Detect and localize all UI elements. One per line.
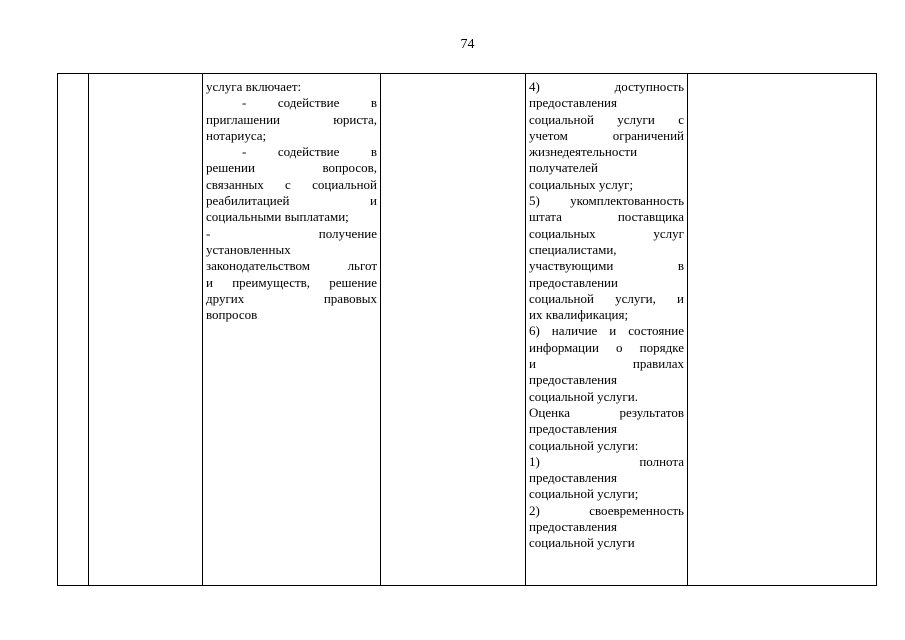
text-word: предоставлении	[529, 274, 618, 290]
text-line	[529, 112, 684, 128]
text-line	[206, 275, 377, 291]
text-line	[529, 519, 684, 535]
text-word: социальной услуги:	[529, 437, 639, 453]
text-line	[529, 535, 684, 551]
text-word: их квалификация;	[529, 307, 629, 323]
text-word: с	[285, 176, 291, 192]
text-word: услуги,	[615, 290, 656, 306]
text-word: информации	[529, 339, 599, 355]
text-line	[529, 275, 684, 291]
text-word: предоставления	[529, 421, 617, 437]
service-description-text	[206, 79, 377, 323]
text-line	[529, 454, 684, 470]
text-line	[529, 193, 684, 209]
cell-number	[58, 74, 89, 586]
text-line	[206, 160, 377, 176]
text-word: укомплектованность	[570, 193, 684, 209]
text-word: Оценка	[529, 404, 570, 420]
text-line	[529, 503, 684, 519]
text-word: содействие	[277, 95, 340, 111]
text-word: социальных услуг;	[529, 176, 634, 192]
text-word: предоставления	[529, 95, 617, 111]
text-word: -	[206, 225, 211, 241]
text-line	[529, 307, 684, 323]
text-line	[529, 177, 684, 193]
text-line	[529, 242, 684, 258]
text-word: состояние	[628, 323, 684, 339]
cell-conditions	[688, 74, 877, 586]
text-word: социальной	[312, 176, 377, 192]
text-line	[206, 291, 377, 307]
quality-indicators-text	[529, 79, 684, 552]
text-word: и	[370, 193, 377, 209]
text-word: приглашении	[206, 111, 280, 127]
text-line	[529, 209, 684, 225]
text-word: -	[242, 144, 247, 160]
text-word: полнота	[639, 453, 684, 469]
text-word: правилах	[632, 356, 684, 372]
text-word: штата	[529, 209, 562, 225]
text-word: вопросов,	[322, 160, 377, 176]
text-line	[529, 291, 684, 307]
text-word: доступность	[614, 79, 684, 94]
text-word: социальными выплатами;	[206, 209, 349, 225]
text-line	[529, 128, 684, 144]
text-word: содействие	[277, 144, 340, 160]
text-line	[529, 389, 684, 405]
text-line	[206, 242, 377, 258]
cell-quality-indicators	[526, 74, 688, 586]
text-line	[529, 372, 684, 388]
text-line	[529, 144, 684, 160]
cell-service-description	[203, 74, 381, 586]
text-word: и	[529, 356, 536, 372]
text-line	[206, 112, 377, 128]
text-word: получение	[318, 225, 377, 241]
text-word: решении	[206, 160, 255, 176]
text-word: реабилитацией	[206, 193, 290, 209]
text-word: услуг	[653, 225, 684, 241]
text-line	[529, 438, 684, 454]
text-word: связанных	[206, 176, 264, 192]
text-word: предоставления	[529, 519, 617, 535]
text-word: других	[206, 290, 245, 306]
text-word: своевременность	[589, 502, 684, 518]
text-line	[206, 307, 377, 323]
text-line	[206, 209, 377, 225]
text-word: специалистами,	[529, 241, 617, 257]
text-word: социальной услуги;	[529, 486, 639, 502]
text-line	[529, 405, 684, 421]
text-word: правовых	[323, 290, 377, 306]
text-word: социальной услуги	[529, 535, 635, 551]
text-line	[529, 421, 684, 437]
text-word: преимуществ,	[232, 274, 311, 290]
text-word: льгот	[347, 258, 377, 274]
text-word: поставщика	[617, 209, 684, 225]
text-word: в	[370, 144, 377, 160]
text-word: социальной	[529, 290, 594, 306]
text-line	[529, 226, 684, 242]
text-word: и	[206, 274, 213, 290]
text-line	[206, 226, 377, 242]
text-line	[529, 258, 684, 274]
cell-timing	[381, 74, 526, 586]
text-word: 6)	[529, 323, 540, 339]
text-word: в	[677, 258, 684, 274]
text-line	[206, 95, 377, 111]
text-word: социальных	[529, 225, 596, 241]
text-word: 5)	[529, 193, 540, 209]
text-line	[529, 356, 684, 372]
text-line	[529, 95, 684, 111]
text-word: о	[616, 339, 623, 355]
text-word: 4)	[529, 79, 540, 94]
text-line	[206, 128, 377, 144]
text-word: участвующими	[529, 258, 614, 274]
cell-service-name	[89, 74, 203, 586]
text-word: решение	[329, 274, 377, 290]
text-line	[206, 79, 377, 95]
text-word: наличие	[551, 323, 598, 339]
text-word: вопросов	[206, 307, 258, 323]
text-word: порядке	[639, 339, 684, 355]
text-word: нотариуса;	[206, 127, 267, 143]
text-word: предоставления	[529, 470, 617, 486]
text-word: получателей	[529, 160, 598, 176]
text-line	[206, 144, 377, 160]
text-word: жизнедеятельности	[529, 144, 638, 160]
text-word: результатов	[619, 404, 684, 420]
text-word: социальной	[529, 111, 594, 127]
text-line	[529, 79, 684, 95]
text-word: установленных	[206, 241, 291, 257]
text-word: 1)	[529, 453, 540, 469]
text-line	[206, 177, 377, 193]
text-line	[529, 323, 684, 339]
text-word: социальной услуги.	[529, 388, 638, 404]
text-word: юриста,	[333, 111, 377, 127]
text-word: с	[678, 111, 684, 127]
page-number: 74	[460, 37, 475, 52]
text-line	[529, 340, 684, 356]
text-word: ограничений	[612, 127, 684, 143]
text-line	[529, 470, 684, 486]
text-word: услуги	[617, 111, 655, 127]
text-word: учетом	[529, 127, 568, 143]
text-word: законодательством	[206, 258, 311, 274]
text-line	[206, 193, 377, 209]
text-word: услуга включает:	[206, 79, 302, 94]
text-word: 2)	[529, 502, 540, 518]
document-table	[57, 73, 877, 586]
text-line	[529, 160, 684, 176]
text-word: предоставления	[529, 372, 617, 388]
table-row	[58, 74, 877, 586]
text-word: в	[370, 95, 377, 111]
text-word: и	[609, 323, 617, 339]
text-line	[529, 486, 684, 502]
text-line	[206, 258, 377, 274]
text-word: и	[677, 290, 684, 306]
text-word: -	[242, 95, 247, 111]
